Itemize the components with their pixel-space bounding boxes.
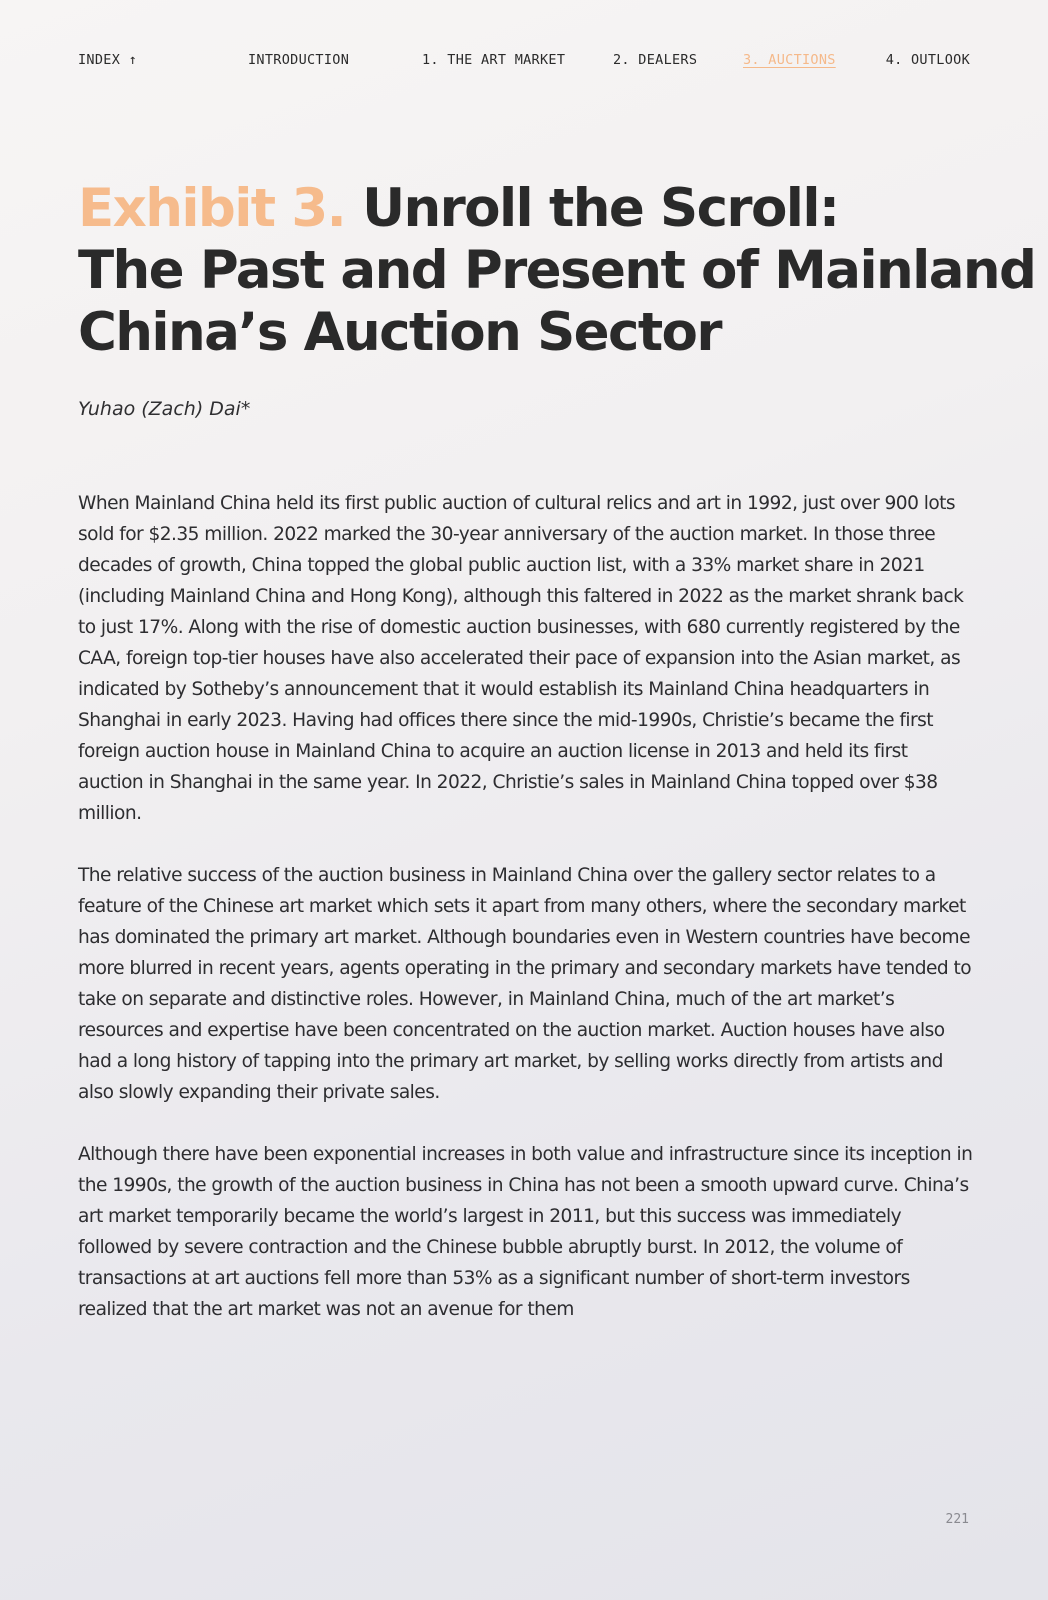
paragraph-1: When Mainland China held its first public auction of cultural relics and art in 1992, just over 900 lots sold for $2.35 million. 2022 marked the 30-year anniversary of the auction market. In those three decades of growth, China topped the global public auction list, with a 33% market share in 2021 (including Mainland China and Hong Kong), although this faltered in 2022 as the market shrank back to just 17%. Along with the rise of domestic auction businesses, with 680 currently registered by the CAA, foreign top-tier houses have also accelerated their pace of expansion into the Asian market, as indicated by Sotheby’s announcement that it would establish its Mainland China headquarters in Shanghai in early 2023. Having had offices there since the mid-1990s, Christie’s became the first foreign auction house in Mainland China to acquire an auction license in 2013 and held its first auction in Shanghai in the same year. In 2022, Christie’s sales in Mainland China topped over $38 million.	[78, 493, 964, 824]
paragraph-2: The relative success of the auction business in Mainland China over the gallery sector relates to a feature of the Chinese art market which sets it apart from many others, where the secondary market has dominated the primary art market. Although boundaries even in Western countries have become more blurred in recent years, agents operating in the primary and secondary markets have tended to take on separate and distinctive roles. However, in Mainland China, much of the art market’s resources and expertise have been concentrated on the auction market. Auction houses have also had a long history of tapping into the primary art market, by selling works directly from artists and also slowly expanding their private sales.	[78, 865, 972, 1103]
nav-art-market-link[interactable]: 1. THE ART MARKET	[422, 52, 566, 68]
title-line-2: The Past and Present of Mainland	[78, 240, 1036, 301]
article-title	[78, 178, 1036, 364]
exhibit-label: Exhibit 3.	[78, 178, 346, 239]
paragraph-3: Although there have been exponential increases in both value and infrastructure since its inception in the 1990s, the growth of the auction business in China has not been a smooth upward curve. China’s art market temporarily became the world’s largest in 2011, but this success was immediately followed by severe contraction and the Chinese bubble abruptly burst. In 2012, the volume of transactions at art auctions fell more than 53% as a significant number of short-term investors realized that the art market was not an avenue for them	[78, 1144, 973, 1320]
article-author: Yuhao (Zach) Dai*	[78, 398, 251, 420]
top-navigation	[78, 52, 970, 72]
nav-index-link[interactable]: INDEX ↑	[78, 52, 137, 68]
title-line-3: China’s Auction Sector	[78, 302, 721, 363]
nav-introduction-link[interactable]: INTRODUCTION	[248, 52, 350, 68]
nav-auctions-link[interactable]: 3. AUCTIONS	[743, 52, 836, 68]
nav-dealers-link[interactable]: 2. DEALERS	[613, 52, 698, 68]
page-number: 221	[945, 1512, 969, 1527]
title-first-line	[78, 178, 978, 240]
title-line-1: Unroll the Scroll:	[362, 178, 839, 239]
nav-outlook-link[interactable]: 4. OUTLOOK	[885, 52, 970, 68]
article-body	[78, 488, 978, 1356]
